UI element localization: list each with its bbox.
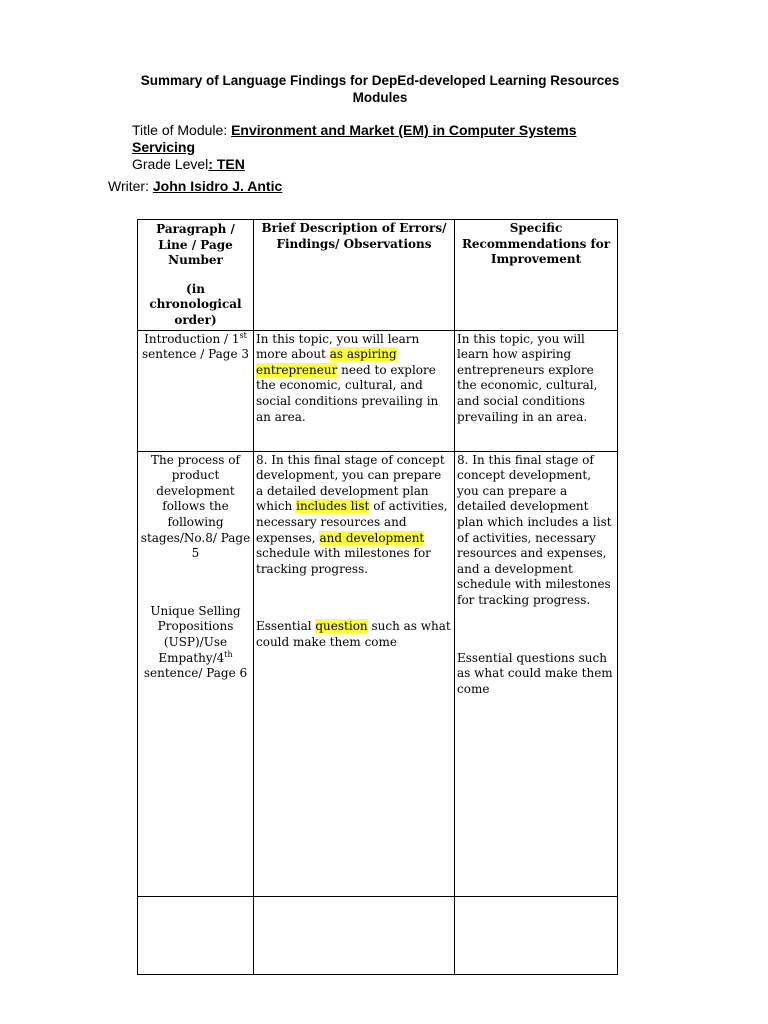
module-title-line bbox=[132, 122, 602, 156]
row2-location: The process of product development follows the following stages/No.8/ Page 5 Unique Selling Propositions (USP)/Use Empathy/4th sentence/ Page 6 bbox=[138, 451, 254, 896]
row1-description: In this topic, you will learn more about as aspiring entrepreneur need to explore the economic, cultural, and social conditions prevailing in an area. bbox=[254, 330, 455, 451]
highlight: question bbox=[315, 619, 368, 634]
header-location bbox=[138, 220, 254, 331]
empty-cell[interactable] bbox=[455, 896, 618, 974]
table-row bbox=[138, 451, 618, 896]
writer-value: John Isidro J. Antic bbox=[152, 178, 283, 194]
document-title bbox=[140, 72, 620, 106]
table-row bbox=[138, 330, 618, 451]
table-header-row bbox=[138, 220, 618, 331]
row1-recommendation: In this topic, you will learn how aspiring entrepreneurs explore the economic, cultural, and social conditions prevailing in an area. bbox=[455, 330, 618, 451]
title-line-2: Modules bbox=[352, 90, 408, 105]
row1-location: Introduction / 1st sentence / Page 3 bbox=[138, 330, 254, 451]
highlight: and development bbox=[319, 530, 425, 545]
header-location-main: Paragraph / Line / Page Number bbox=[156, 222, 235, 268]
grade-label: Grade Level bbox=[132, 156, 209, 172]
grade-value: : TEN bbox=[208, 156, 245, 172]
module-value: Environment and Market (EM) in Computer Systems Servicing bbox=[132, 122, 577, 155]
header-location-note: (in chronological order) bbox=[149, 281, 242, 327]
title-line-1: Summary of Language Findings for DepEd-developed Learning Resources bbox=[140, 73, 620, 88]
highlight: includes list bbox=[296, 499, 370, 514]
empty-cell[interactable] bbox=[254, 896, 455, 974]
highlight: as aspiring entrepreneur bbox=[256, 347, 397, 377]
grade-level-line bbox=[132, 156, 245, 173]
writer-label: Writer: bbox=[108, 178, 153, 194]
header-recommendations: Specific Recommendations for Improvement bbox=[455, 220, 618, 331]
table-row-empty bbox=[138, 896, 618, 974]
header-description: Brief Description of Errors/ Findings/ Observations bbox=[254, 220, 455, 331]
findings-table bbox=[137, 219, 618, 975]
module-label: Title of Module: bbox=[132, 122, 232, 138]
empty-cell[interactable] bbox=[138, 896, 254, 974]
row2-recommendation: 8. In this final stage of concept development, you can prepare a detailed development plan which includes a list of activities, necessary resources and expenses, and a development schedule with milestones for tracking progress. Essential questions such as what could make them come bbox=[455, 451, 618, 896]
writer-line bbox=[108, 178, 282, 195]
row2-description: 8. In this final stage of concept development, you can prepare a detailed development plan which includes list of activities, necessary resources and expenses, and development schedule with milestones for tracking progress. Essential question such as what could make them come bbox=[254, 451, 455, 896]
